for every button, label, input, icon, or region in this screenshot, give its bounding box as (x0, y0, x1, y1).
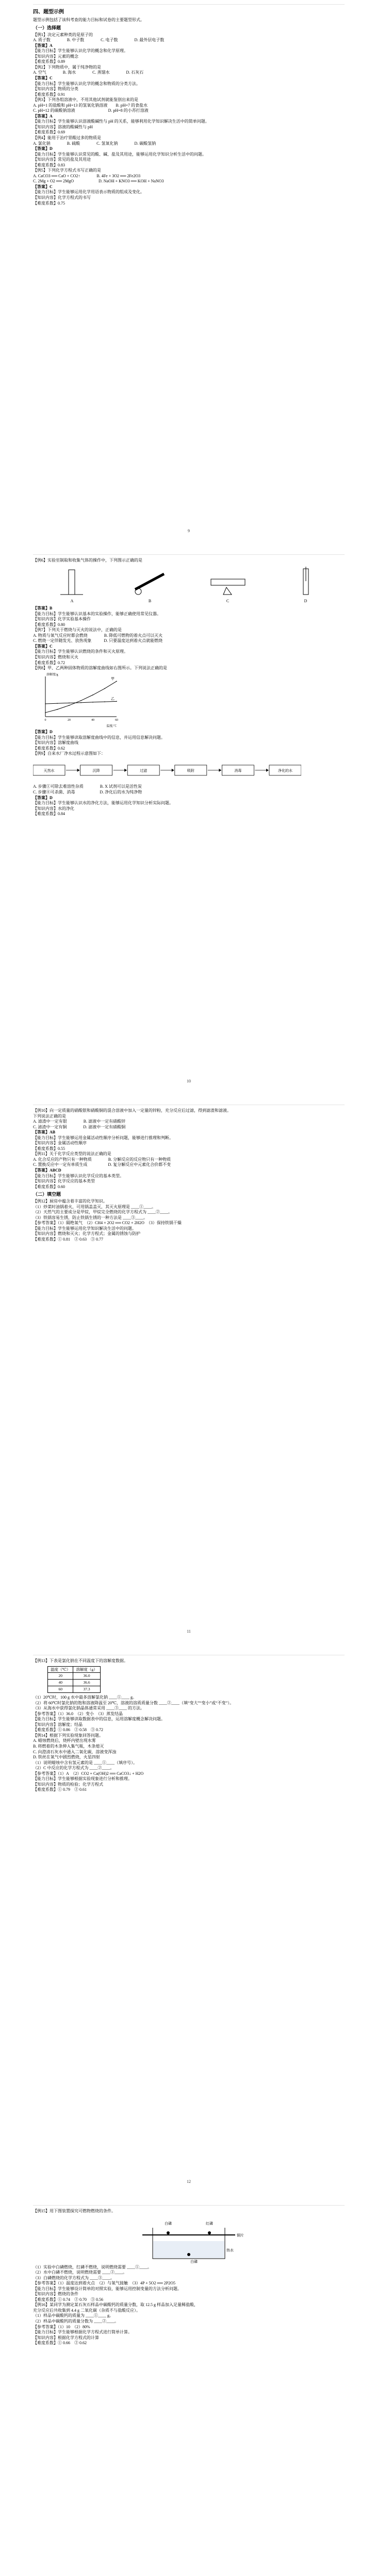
text-line: 【难度系数】0.91 (33, 92, 65, 97)
series-point (69, 705, 70, 706)
apparatus-label: B (148, 598, 152, 603)
text-line: 【例2】下列物质中，属于纯净物的是 (33, 64, 101, 70)
x-tick-label: 20 (68, 718, 71, 722)
series-line-0 (45, 681, 117, 713)
table-cell: 37.3 (73, 1686, 100, 1693)
text-line: 【知识内容】溶液的酸碱性与 pH (33, 124, 93, 129)
series-point (69, 702, 70, 703)
white-phosphorus-icon (167, 2231, 170, 2234)
text-line: 【答案】B (33, 606, 53, 611)
flow-step-label: 过滤 (140, 768, 148, 773)
text-line: 【答案】C (33, 75, 53, 80)
text-line: A. 化合反应的产物只有一种物质 B. 分解反应的反应物只有一种物质 (33, 1157, 171, 1162)
text-line: （3）铁锅容易生锈，防止铁锅生锈的一种方法是 ____③____。 (33, 1215, 148, 1220)
flow-step-label: 消毒 (234, 768, 242, 773)
text-line: （1）实验中白磷燃烧，红磷不燃烧，说明燃烧需要 ____①____。 (33, 2264, 152, 2269)
text-line: 【能力目标】学生能够认识水的净化方法，能够运用化学知识分析实际问题。 (33, 801, 173, 806)
document-page (33, 1105, 345, 1651)
text-line: A. 氯化钠 B. 硫酸 C. 氢氧化钠 D. 碳酸氢钠 (33, 141, 156, 146)
text-line: （1）样品中碳酸钙的质量为 ____①____ g。 (33, 2313, 113, 2318)
text-line: 【难度系数】0.80 (33, 622, 65, 627)
text-line: 【能力目标】学生能够认识常见的酸、碱、盐及其用途，能够运用化学知识分析生活中的问题。 (33, 151, 206, 157)
text-line: 【例8】甲、乙两种固体物质的溶解度曲线如右图所示。下列说法正确的是 (33, 666, 167, 671)
text-line: （3）白磷燃烧的化学方程式为 ____③____。 (33, 2275, 115, 2280)
text-line: 【能力目标】学生能够运用化学知识解决生活中的问题。 (33, 1226, 136, 1231)
experiment-label: 红磷 (206, 2221, 213, 2226)
series-point (80, 700, 81, 701)
x-axis-label: 温度/℃ (106, 724, 117, 728)
text-line: A. 物质与氧气反应时都会燃烧 B. 降低可燃物的着火点可以灭火 (33, 633, 163, 638)
text-line: 【难度系数】0.69 (33, 130, 65, 135)
series-point (92, 694, 93, 696)
text-line: 【难度系数】0.84 (33, 811, 65, 817)
text-line: 【例15】用下图装置探究可燃物燃烧的条件。 (33, 2209, 116, 2213)
flow-arrowhead (124, 769, 127, 772)
table-cell: 60 (48, 1686, 73, 1693)
text-line: 【答案】A (33, 113, 53, 118)
text-line: 【能力目标】学生能够认识化学的概念和化学原理。 (33, 48, 128, 54)
text-line: 【难度系数】0.83 (33, 162, 65, 167)
text-line: 【例6】实验室制取和收集气体的操作中，下列图示正确的是 (33, 558, 142, 563)
text-line: 【知识内容】燃烧和灭火；化学方程式；金属的锈蚀与防护 (33, 1231, 140, 1236)
text-line: A. pH=1 的盐酸和 pH=13 的氢氧化钠溶液 B. pH=7 的食盐水 (33, 103, 148, 108)
text-line: 【知识内容】常见的盐及其用途 (33, 157, 91, 162)
burner-icon (223, 587, 232, 595)
text-line: 【难度系数】0.55 (33, 1146, 65, 1151)
series-point (45, 712, 46, 713)
table-header-cell: 温度（℃） (48, 1666, 73, 1673)
text-line: 【难度系数】0.89 (33, 59, 65, 64)
text-line: 【能力目标】学生能够运用金属活动性顺序分析问题，能够进行推理和判断。 (33, 1135, 173, 1140)
text-line: 【知识内容】水的净化 (33, 806, 74, 811)
text-line: 【参考答案】（1）温度达到着火点 （2）与氧气接触 （3）4P + 5O2 ══ 2P2O5 (33, 2281, 176, 2286)
table-cell: 20 (48, 1673, 73, 1680)
text-line: 【参考答案】（1）A （2）CO2 + Ca(OH)2 ══ CaCO3↓ + H2O (33, 1771, 144, 1776)
x-tick-label: 40 (91, 718, 94, 722)
horizontal-tube-icon (211, 579, 245, 585)
text-line: 【能力目标】学生能够认识燃烧的条件和灭火原理。 (33, 649, 128, 654)
text-line: 【参考答案】（1）36.0 （2）变小 （3）蒸发结晶 (33, 1711, 123, 1716)
solubility-table (47, 1666, 101, 1693)
text-line: （2）天然气的主要成分是甲烷，甲烷完全燃烧的化学方程式为 ____②____。 (33, 1210, 172, 1215)
subsection-heading: （二）填空题 (33, 1192, 61, 1197)
page-number: 10 (187, 1079, 191, 1083)
water-treatment-flowchart (33, 760, 301, 781)
text-line: 【知识内容】化学方程式的书写 (33, 195, 91, 200)
page-content (33, 1655, 345, 1793)
text-line: 【知识内容】化学反应的基本类型 (33, 1179, 95, 1184)
flow-step-label: 吸附 (187, 768, 194, 773)
text-line: C. pH=12 的碳酸钠溶液 D. pH=8 的小苏打溶液 (33, 108, 149, 113)
page-content (33, 555, 345, 817)
text-line: 【例14】根据下列实验现象回答问题。 (33, 1733, 103, 1738)
series-point (104, 701, 105, 702)
text-line: 【能力目标】学生能够读取溶解度曲线中的信息，并运用信息解决问题。 (33, 735, 165, 740)
text-line: C. 步骤④可杀菌、消毒 D. 净化后的水为纯净物 (33, 790, 142, 795)
text-line: A. 质子数 B. 中子数 C. 电子数 D. 最外层电子数 (33, 38, 165, 43)
text-line: 【答案】D (33, 730, 53, 735)
series-point (116, 701, 117, 702)
y-axis-label: 溶解度/g (46, 673, 58, 676)
document-page (33, 2205, 345, 2576)
table-header-cell: 溶解度（g） (73, 1666, 100, 1673)
text-line: 【例13】下表是氯化钠在不同温度下的溶解度数据。 (33, 1658, 128, 1663)
text-line: C. 燃烧一定伴随发光、放热现象 D. 只要温度达到着火点就能燃烧 (33, 638, 163, 643)
table-cell: 36.6 (73, 1680, 100, 1686)
text-line: 【难度系数】0.62 (33, 745, 65, 751)
x-tick-label: 60 (115, 718, 118, 722)
text-line: 【知识内容】金属活动性顺序 (33, 1141, 87, 1146)
text-line: （1）炒菜时油锅着火，可用锅盖盖灭，其灭火原理是 ____①____。 (33, 1204, 156, 1209)
text-line: 【例7】下列关于燃烧与灭火的说法中，正确的是 (33, 628, 122, 633)
text-line: 【难度系数】① 0.81 ② 0.63 ③ 0.77 (33, 1236, 103, 1242)
document-page (33, 554, 345, 1101)
text-line: 【参考答案】（1）10 （2）80% (33, 2324, 90, 2329)
text-line: （2）样品中碳酸钙的质量分数为 ____②____。 (33, 2319, 119, 2324)
text-line: 【知识内容】元素的概念 (33, 54, 78, 59)
text-line: 【答案】AB (33, 1130, 56, 1135)
document-page (33, 1655, 345, 2201)
text-line: 【答案】A (33, 43, 53, 48)
text-line: A. 滤渣中一定有银 B. 滤液中一定有硝酸锌 (33, 1119, 126, 1124)
text-line: A. 蜡烛燃烧后，烧杯内壁出现水雾 (33, 1738, 96, 1743)
text-line: 【能力目标】学生能够根据实验现象进行分析和推理。 (33, 1776, 132, 1782)
subsection-heading: （一）选择题 (33, 25, 61, 30)
series-name: 甲 (111, 676, 115, 681)
series-point (80, 702, 81, 703)
apparatus-C (206, 567, 250, 598)
solubility-chart (33, 671, 121, 728)
text-line: 【能力目标】学生能够认识溶液酸碱性与 pH 的关系，能够利用化学知识解决生活中的简单问题。 (33, 119, 209, 124)
series-point (92, 702, 93, 703)
series-point (116, 681, 117, 682)
flow-arrowhead (266, 769, 269, 772)
experiment-label: 铜片 (237, 2233, 244, 2238)
flow-arrowhead (77, 769, 80, 772)
text-line: 【知识内容】物质的分类 (33, 87, 78, 92)
text-line: 【答案】C (33, 643, 53, 649)
text-line: 【难度系数】① 0.86 ② 0.58 ③ 0.72 (33, 1727, 103, 1733)
text-line: C. 向澄清石灰水中通入二氧化碳，溶液变浑浊 (33, 1749, 117, 1754)
apparatus-label: D (304, 598, 307, 603)
text-line: 【知识内容】燃烧和灭火 (33, 655, 78, 660)
text-line: 【参考答案】（1）隔绝氧气 （2）CH4 + 2O2 ══ CO2 + 2H2O （3）保持铁锅干燥 (33, 1221, 182, 1226)
text-line: 【答案】D (33, 795, 53, 800)
table-row (48, 1680, 101, 1686)
text-line: A. 空气 B. 海水 C. 蒸馏水 D. 石灰石 (33, 70, 144, 75)
page-content (33, 1105, 345, 1242)
text-line: 【例9】自来水厂净水过程示意图如下： (33, 751, 105, 756)
experiment-label: 白磷 (190, 2259, 198, 2264)
text-line: 【知识内容】根据化学方程式的计算 (33, 2335, 99, 2340)
apparatus-figure (33, 567, 345, 598)
text-line: 【难度系数】① 0.79 ② 0.61 (33, 1787, 87, 1792)
text-line: （2）将 60℃时氯化钠的饱和溶液降温至 20℃，溶液的溶质质量分数 ____②____（填“变大”“变小”或“不变”）。 (33, 1700, 234, 1705)
text-line: 题型示例包括了该科考查的能力目标和试卷的主要题型形式。 (33, 18, 144, 23)
experiment-label: 热水 (226, 2248, 234, 2252)
text-line: 【难度系数】0.60 (33, 1184, 65, 1189)
series-point (104, 688, 105, 689)
text-line: 【知识内容】燃烧的条件 (33, 2292, 78, 2297)
tilted-tube-icon (135, 574, 164, 589)
text-line: 【难度系数】① 0.74 ② 0.70 ③ 0.56 (33, 2297, 103, 2302)
text-line: 【例11】关于化学反应类型的说法正确的是 (33, 1151, 111, 1157)
text-line: 【例12】厨房中蕴含着丰富的化学知识。 (33, 1199, 107, 1204)
text-line: （2）C 中反应的化学方程式为 ____②____。 (33, 1766, 115, 1771)
text-line: 【知识内容】溶解度曲线 (33, 740, 78, 745)
text-line: 【能力目标】学生能够运用化学用语表示物质的组成及变化。 (33, 190, 144, 195)
text-line: 【能力目标】学生能够设计简单的对照实验，能够运用控制变量的方法分析问题。 (33, 2286, 182, 2291)
page-number: 12 (187, 2179, 191, 2184)
text-line: C. 滤渣中一定有铜 D. 滤液中一定有硝酸铜 (33, 1124, 126, 1129)
apparatus-B (128, 567, 172, 598)
text-line: D. 铁丝在氧气中剧烈燃烧，火星四射 (33, 1755, 100, 1760)
text-line: 【例1】决定元素种类的是原子的 (33, 32, 93, 37)
text-line: 【答案】C (33, 184, 53, 189)
table-row (48, 1673, 101, 1680)
text-line: 【例10】向一定质量的硝酸银和硝酸铜的混合溶液中加入一定量的锌粉，充分反应后过滤，得到滤渣和滤液。 (33, 1108, 231, 1113)
experiment-label: 白磷 (165, 2221, 172, 2226)
text-line: 【能力目标】学生能够认识化学的概念和物质的分类方法。 (33, 81, 140, 86)
document-page (33, 4, 345, 551)
apparatus-A (50, 567, 94, 598)
text-line: 【难度系数】0.72 (33, 660, 65, 665)
text-line: （1）说明蜡烛中含有氢元素的是 ____①____（填序号）。 (33, 1760, 137, 1765)
text-line: 【例16】某同学为测定某石灰石样品中碳酸钙的质量分数，取 12.5 g 样品加入足量稀盐酸， (33, 2302, 198, 2308)
text-line: 充分反应后共收集到 4.4 g 二氧化碳（杂质不与盐酸反应）。 (33, 2308, 140, 2313)
text-line: 【难度系数】① 0.66 ② 0.62 (33, 2341, 87, 2346)
page-content (33, 2206, 345, 2346)
page-number: 11 (187, 1629, 191, 1634)
series-point (57, 709, 58, 710)
text-line: 【能力目标】学生能够根据化学方程式进行简单计算。 (33, 2330, 132, 2335)
text-line: 【例4】能用于治疗胃酸过多的物质是 (33, 135, 101, 140)
text-line: 【答案】D (33, 146, 53, 151)
submerged-phosphorus-icon (187, 2253, 190, 2256)
flow-step-label: 净化的水 (278, 768, 292, 773)
table-cell: 36.0 (73, 1673, 100, 1680)
apparatus-label: A (70, 598, 74, 603)
text-line: 【能力目标】学生能够读取数据表中的信息，运用溶解度概念解决问题。 (33, 1717, 165, 1722)
flow-step-label: 天然水 (43, 768, 55, 773)
flow-arrowhead (219, 769, 221, 772)
text-line: 【知识内容】化学实验基本操作 (33, 617, 91, 622)
text-line: 【例3】下列各组溶液中，不用其他试剂就能鉴别出来的是 (33, 97, 138, 103)
flow-step-label: 沉降 (92, 768, 100, 773)
text-line: 【例5】下列化学方程式书写正确的是 (33, 168, 101, 173)
test-tube-icon (69, 570, 75, 595)
text-line: A. 步骤①可除去难溶性杂质 B. X 试剂可以是活性炭 (33, 784, 142, 789)
text-line: （2）水中白磷不燃烧，说明燃烧需要 ____②____。 (33, 2270, 127, 2275)
text-line: 下列说法正确的是 (33, 1113, 66, 1118)
text-line: 【知识内容】溶解度；结晶 (33, 1722, 83, 1727)
combustion-experiment-figure (111, 2217, 266, 2264)
apparatus-label: C (226, 598, 230, 603)
text-line: 【知识内容】物质的检验；化学方程式 (33, 1782, 103, 1787)
flow-arrowhead (172, 769, 174, 772)
text-line: （3）从海水中获得氯化钠晶体通常采用 ____③____ 的方法。 (33, 1706, 144, 1711)
text-line: B. 将燃着的木条伸入集气瓶，木条熄灭 (33, 1744, 104, 1749)
text-line: C. 2Mg + O2 ══ 2MgO D. NaOH + KNO3 ══ KOH + NaNO3 (33, 179, 164, 184)
text-line: A. CaCO3 ══ CaO + CO2↑ B. 4Fe + 3O2 ══ 2Fe2O3 (33, 173, 141, 178)
section-heading: 四、题型示例 (33, 9, 64, 15)
x-tick-label: 0 (44, 718, 46, 722)
table-row (48, 1686, 101, 1693)
series-point (57, 703, 58, 704)
table-cell: 40 (48, 1680, 73, 1686)
apparatus-D (284, 567, 328, 598)
text-line: （1）20℃时，100 g 水中最多溶解氯化钠 ____①____ g。 (33, 1695, 137, 1700)
page-number: 9 (188, 529, 190, 533)
text-line: 【能力目标】学生能够认识基本的实验操作，能够正确使用常见仪器。 (33, 611, 161, 616)
text-line: C. 置换反应中一定有单质生成 D. 复分解反应中元素化合价都不变 (33, 1162, 171, 1167)
series-name: 乙 (111, 697, 115, 701)
page-content (33, 5, 345, 206)
red-phosphorus-icon (208, 2231, 211, 2234)
text-line: 【能力目标】学生能够认识化学反应的基本类型。 (33, 1173, 124, 1178)
text-line: 【答案】ABCD (33, 1168, 61, 1173)
text-line: 【难度系数】0.75 (33, 200, 65, 206)
flask-bulb-icon (135, 588, 141, 595)
series-point (45, 703, 46, 704)
